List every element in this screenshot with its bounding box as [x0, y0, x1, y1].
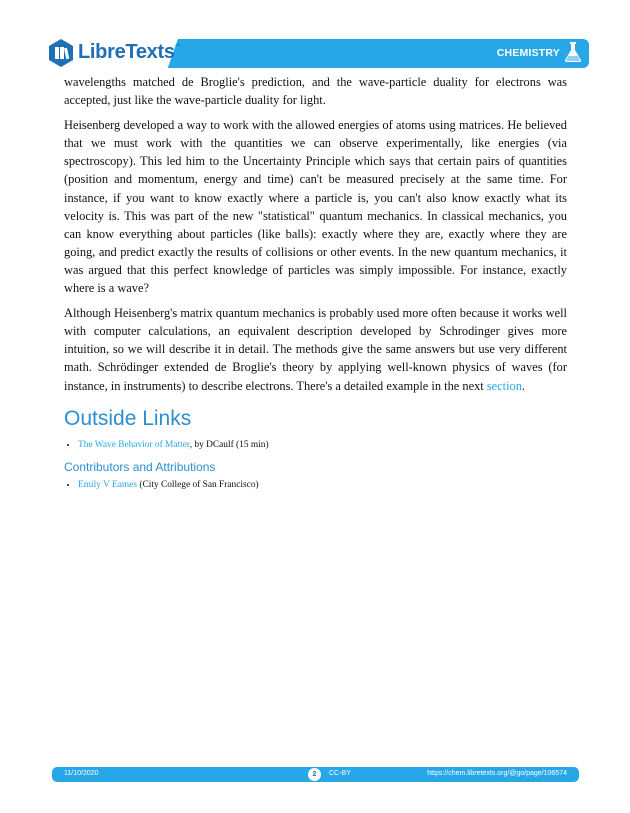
- outside-links-list: [64, 438, 567, 452]
- footer-bar: [52, 767, 579, 782]
- contributors-list: [64, 478, 567, 492]
- paragraph: [64, 304, 567, 394]
- logo-text[interactable]: LibreTexts™: [78, 41, 181, 63]
- link-suffix: , by DCaulf (15 min): [189, 439, 269, 450]
- paragraph: wavelengths matched de Broglie's prediction, and the wave-particle duality for electrons was accepted, just like the wave-particle duality for light.: [64, 75, 567, 108]
- section-link[interactable]: section: [486, 378, 522, 393]
- contributor-link[interactable]: Emily V Eames: [78, 479, 138, 490]
- header-subject: CHEMISTRY: [496, 47, 560, 59]
- outside-links-heading: Outside Links: [64, 406, 192, 430]
- contributor-affiliation: (City College of San Francisco): [137, 479, 259, 490]
- list-item: [78, 478, 567, 492]
- paragraph-end: .: [521, 378, 526, 393]
- libretexts-book-icon: [47, 38, 75, 68]
- wave-behavior-link[interactable]: The Wave Behavior of Matter: [78, 439, 190, 450]
- footer-url[interactable]: https://chem.libretexts.org/@go/page/106574: [427, 770, 567, 777]
- footer-license: CC-BY: [329, 770, 351, 777]
- footer-date: 11/10/2020: [64, 770, 99, 777]
- page-number-badge: 2: [308, 768, 321, 781]
- paragraph-text: Although Heisenberg's matrix quantum mechanics is probably used more often because it works well with computer calculations, an equivalent description developed by Schrodinger gives more intuition, so we will describe it in detail. The methods give the same answers but use very different math. Schrödinger extended de Broglie's theory by applying well-known physics of waves (for instance, in instruments) to describe electrons. There's a detailed example in the next: [64, 306, 567, 393]
- list-item: [78, 438, 567, 452]
- flask-icon: [563, 41, 583, 63]
- contributors-heading: Contributors and Attributions: [64, 459, 216, 474]
- page-content: [64, 73, 567, 492]
- paragraph: Heisenberg developed a way to work with the allowed energies of atoms using matrices. He believed that we must work with the quantities we can observe experimentally, like energies (via spectroscopy). This led him to the Uncertainty Principle which says that certain pairs of quantities (position and momentum, energy and time) can't be measured precisely at the same time. For instance, if you want to know exactly where a particle is, you can't also know exactly what its velocity is. This was part of the new "statistical" quantum mechanics. In classical mechanics, you can know everything about particles (like balls): exactly where they are, exactly where they are going, and predict exactly the results of collisions or other events. In the new quantum mechanics, it was argued that this perfect knowledge of particles was simply impossible. For instance, exactly where is a wave?: [64, 118, 567, 296]
- trademark-mark: ™: [174, 44, 181, 50]
